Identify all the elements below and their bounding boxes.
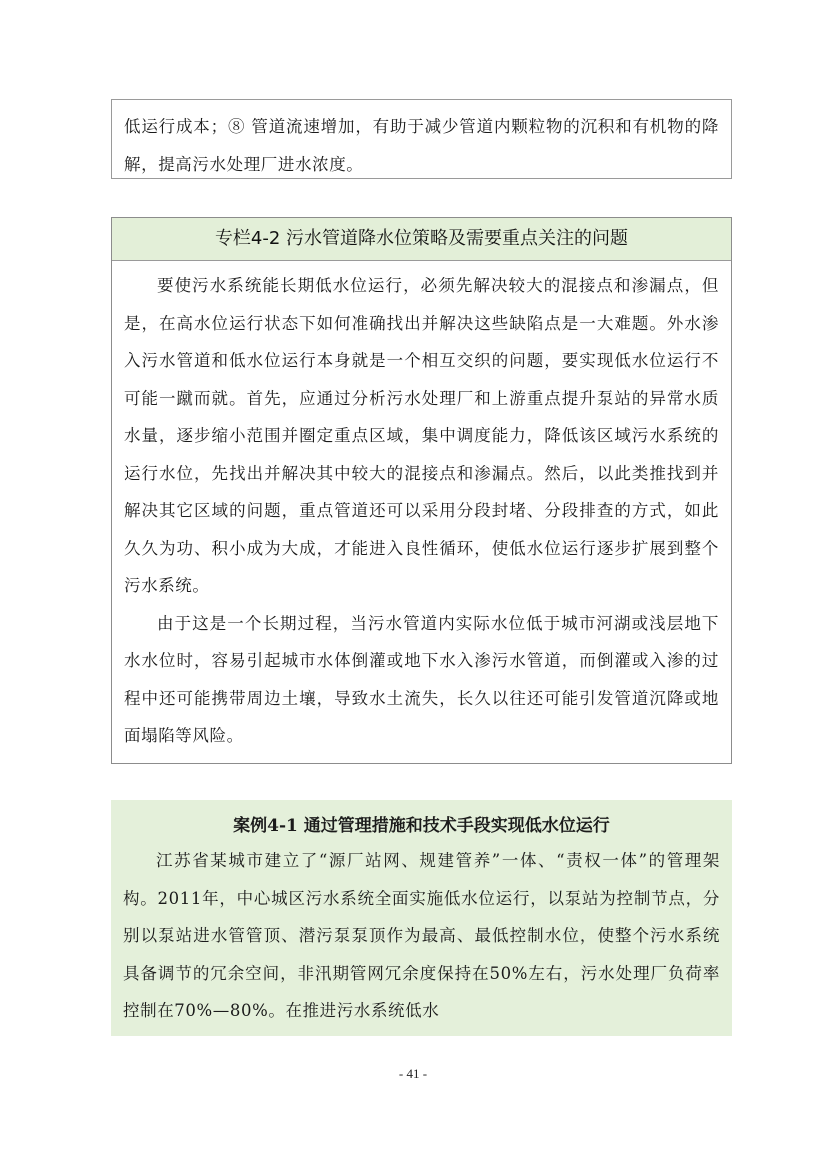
- column-box-body: [112, 261, 731, 755]
- continuation-text-box: [111, 99, 732, 179]
- column-box-title: 专栏4-2 污水管道降水位策略及需要重点关注的问题: [112, 218, 731, 261]
- page-number: - 41 -: [398, 1066, 428, 1081]
- case-paragraph: 江苏省某城市建立了“源厂站网、规建管养”一体、“责权一体”的管理架构。2011年，中心城区污水系统全面实施低水位运行，以泵站为控制节点，分别以泵站进水管管顶、潜污泵泵顶作为最高、最低控制水位，使整个污水系统具备调节的冗余空间，非汛期管网冗余度保持在50%左右，污水处理厂负荷率控制在70%—80%。在推进污水系统低水: [123, 851, 720, 1020]
- column-paragraph: 要使污水系统能长期低水位运行，必须先解决较大的混接点和渗漏点，但是，在高水位运行状态下如何准确找出并解决这些缺陷点是一大难题。外水渗入污水管道和低水位运行本身就是一个相互交织的问题，要实现低水位运行不可能一蹴而就。首先，应通过分析污水处理厂和上游重点提升泵站的异常水质水量，逐步缩小范围并圈定重点区域，集中调度能力，降低该区域污水系统的运行水位，先找出并解决其中较大的混接点和渗漏点。然后，以此类推找到并解决其它区域的问题，重点管道还可以采用分段封堵、分段排查的方式，如此久久为功、积小成为大成，才能进入良性循环，使低水位运行逐步扩展到整个污水系统。: [124, 276, 719, 595]
- column-paragraph: 由于这是一个长期过程，当污水管道内实际水位低于城市河湖或浅层地下水水位时，容易引起城市水体倒灌或地下水入渗污水管道，而倒灌或入渗的过程中还可能携带周边土壤，导致水土流失，长久以往还可能引发管道沉降或地面塌陷等风险。: [124, 613, 719, 745]
- case-box-4-1: [111, 800, 732, 1036]
- case-box-title: 案例4-1 通过管理措施和技术手段实现低水位运行: [233, 816, 610, 836]
- column-box-4-2: [111, 217, 732, 764]
- continuation-paragraph: 低运行成本；⑧ 管道流速增加，有助于减少管道内颗粒物的沉积和有机物的降解，提高污水处理厂进水浓度。: [124, 117, 719, 174]
